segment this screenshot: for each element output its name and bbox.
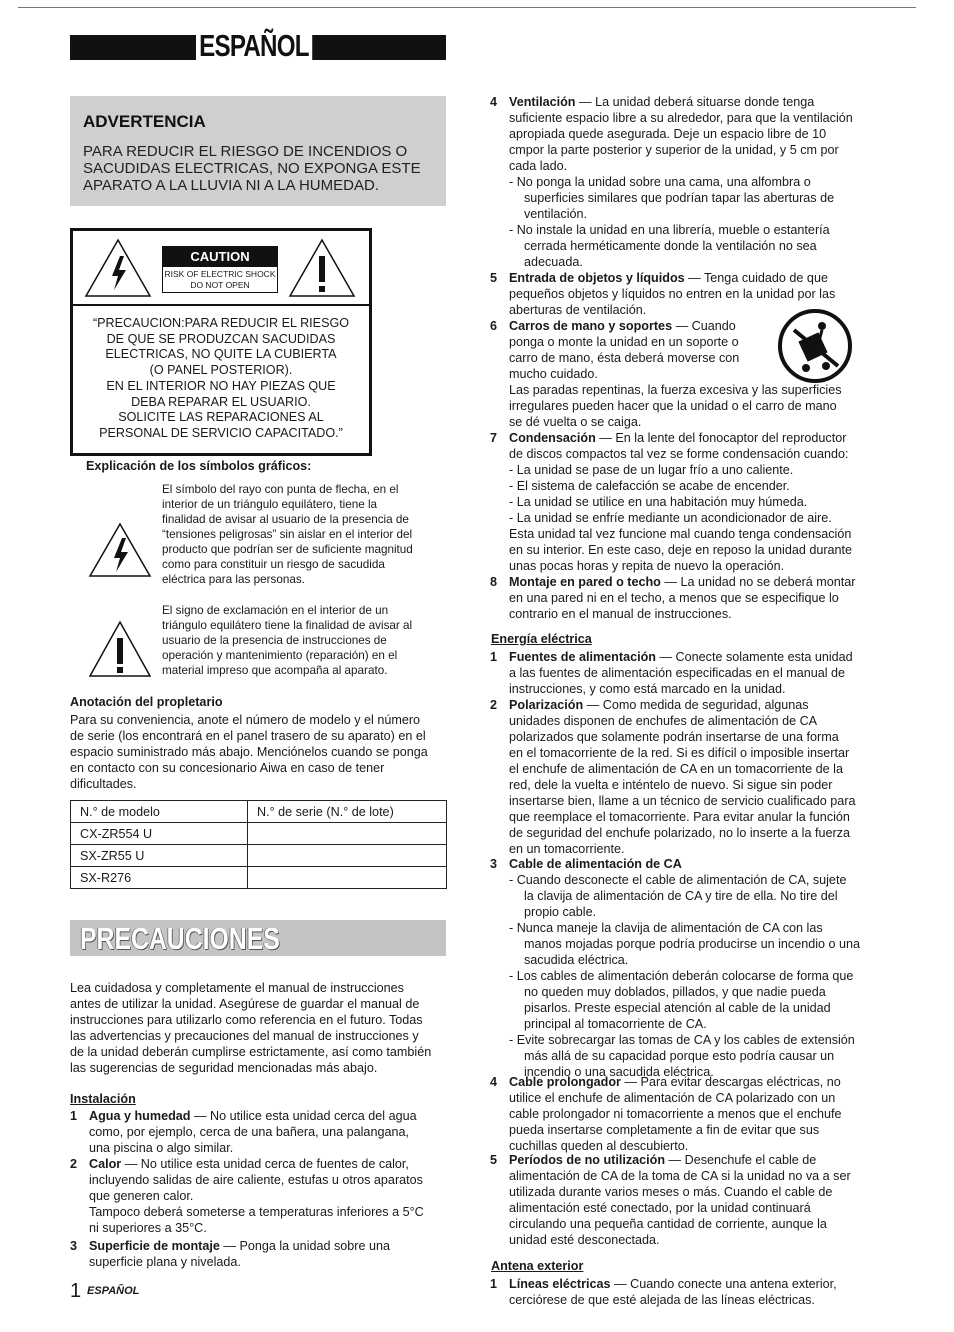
list-item bbox=[490, 574, 870, 622]
text-line: polarizados que solamente podrán insertarse de una forma bbox=[509, 730, 839, 744]
text-line: material impreso que acompaña al aparato. bbox=[162, 664, 388, 677]
text-line: pisarlos. Preste especial atención al cable de la unidad bbox=[517, 1001, 831, 1015]
text-line: Agua y humedad — No utilice esta unidad cerca del agua bbox=[89, 1109, 417, 1123]
text-line: - La unidad se pase de un lugar frío a uno caliente. bbox=[509, 463, 794, 477]
text-line: carro de mano, ésta deberá moverse con bbox=[509, 351, 740, 365]
caution-line: SOLICITE LAS REPARACIONES AL bbox=[118, 410, 324, 425]
text-line: apropiada quede asegurada. Deje un espacio libre de 10 bbox=[509, 127, 827, 141]
serial-cell bbox=[248, 867, 447, 889]
caution-line: PERSONAL DE SERVICIO CAPACITADO.” bbox=[99, 425, 343, 440]
item-number: 1 bbox=[70, 1109, 78, 1123]
text-line: eléctrica para las personas. bbox=[162, 573, 305, 586]
caution-sub-line: RISK OF ELECTRIC SHOCK bbox=[164, 269, 276, 279]
text-line: de serie (los encontrará en el panel trasero de su aparato) en el bbox=[70, 729, 426, 743]
exclamation-triangle-icon bbox=[88, 620, 152, 678]
text-line: - La unidad se enfríe mediante un acondicionador de aire. bbox=[509, 511, 832, 525]
warning-text bbox=[83, 143, 439, 194]
text-line: en contacto con su concesionario Aiwa en caso de tener bbox=[70, 761, 385, 775]
text-line: cerrada herméticamente donde la ventilación no sea bbox=[517, 239, 817, 253]
precautions-title: PRECAUCIONES bbox=[80, 921, 280, 956]
text-line: instrucciones para utilizarlo como referencia en el futuro. Todas bbox=[70, 1013, 423, 1027]
cart-warning-icon bbox=[776, 308, 854, 384]
page-number: 1 bbox=[70, 1280, 82, 1302]
text-line: a las fuentes de alimentación especificadas en el manual de bbox=[509, 666, 846, 680]
text-line: cuchillas queden al descubierto. bbox=[509, 1139, 689, 1153]
table-cell: CX-ZR554 U bbox=[71, 823, 248, 845]
text-line: en su interior. En este caso, deje en reposo la unidad durante bbox=[509, 543, 853, 557]
table-cell: SX-ZR55 U bbox=[71, 845, 248, 867]
caution-label-sub bbox=[163, 269, 277, 291]
text-line: unidades disponen de enchufes de alimentación de CA bbox=[509, 714, 818, 728]
top-rule bbox=[18, 7, 916, 8]
text-line: el enchufe de alimentación de CA en un tomacorriente de la bbox=[509, 762, 843, 776]
text-line: Tampoco deberá someterse a temperaturas inferiores a 5°C bbox=[89, 1205, 424, 1219]
text-line: de discos compactos tal vez se forme condensación cuando: bbox=[509, 447, 849, 461]
text-line: alimentación de CA de la toma de CA si la unidad no va a ser bbox=[509, 1169, 851, 1183]
lightning-explanation bbox=[162, 482, 434, 587]
text-line: unidad esté desconectada. bbox=[509, 1233, 660, 1247]
caution-divider bbox=[73, 304, 369, 306]
caution-line: (O PANEL POSTERIOR). bbox=[149, 363, 293, 378]
text-line: Cable de alimentación de CA bbox=[509, 857, 682, 871]
warning-line: PARA REDUCIR EL RIESGO DE INCENDIOS O bbox=[83, 143, 408, 160]
page-title: ESPAÑOL bbox=[196, 27, 312, 65]
item-number: 2 bbox=[490, 698, 498, 712]
text-line: que reemplace el tomacorriente. Para evitar anular la función bbox=[509, 810, 850, 824]
text-line: Superficie de montaje — Ponga la unidad sobre una bbox=[89, 1239, 391, 1253]
text-line: la clavija de alimentación de CA y tire de ella. No tire del bbox=[517, 889, 838, 903]
lightning-triangle-icon bbox=[88, 522, 152, 578]
text-line: Cable prolongador — Para evitar descargas eléctricas, no bbox=[509, 1075, 841, 1089]
text-line: circulando una pequeña cantidad de corriente, aunque la bbox=[509, 1217, 827, 1231]
list-item bbox=[490, 430, 870, 574]
text-line: utilizada durante varios meses o más. Cuando el cable de bbox=[509, 1185, 833, 1199]
caution-label-title: CAUTION bbox=[163, 247, 277, 267]
text-line: Líneas eléctricas — Cuando conecte una antena exterior, bbox=[509, 1277, 837, 1291]
text-line: sacudida eléctrica. bbox=[517, 953, 629, 967]
text-line: pueda insertarse completamente a fin de evitar que sus bbox=[509, 1123, 820, 1137]
item-number: 8 bbox=[490, 575, 498, 589]
text-line: Las paradas repentinas, la fuerza excesiva y las superficies bbox=[509, 383, 842, 397]
text-line: aberturas de ventilación. bbox=[509, 303, 647, 317]
text-line: Para su conveniencia, anote el número de modelo y el número bbox=[70, 713, 421, 727]
text-line: Montaje en pared o techo — La unidad no se deberá montar bbox=[509, 575, 856, 589]
text-line: no queden muy doblados, pillados, y que nadie pueda bbox=[517, 985, 826, 999]
text-line: espacio suministrado más abajo. Menciónelos cuando se ponga bbox=[70, 745, 428, 759]
table-header-cell: N.° de serie (N.° de lote) bbox=[248, 801, 447, 823]
text-line: triángulo equilátero tiene la finalidad de avisar al bbox=[162, 619, 413, 632]
item-number: 5 bbox=[490, 1153, 498, 1167]
warning-line: APARATO A LA LLUVIA NI A LA HUMEDAD. bbox=[83, 177, 379, 194]
text-line: de la unidad deberán cumplirse estrictamente, así como también bbox=[70, 1045, 432, 1059]
text-line: ventilación. bbox=[517, 207, 588, 221]
item-number: 3 bbox=[70, 1239, 78, 1253]
text-line: antes de utilizar la unidad. Asegúrese de guardar el manual de bbox=[70, 997, 420, 1011]
table-row bbox=[71, 801, 447, 823]
text-line: - No ponga la unidad sobre una cama, una alfombra o bbox=[509, 175, 811, 189]
text-line: interior de un triángulo equilátero, tiene la bbox=[162, 498, 378, 511]
warning-title: ADVERTENCIA bbox=[83, 112, 206, 131]
text-line: red, dele la vuelta e inténtelo de nuevo. Si sigue sin poder bbox=[509, 778, 833, 792]
text-line: contrario en el manual de instrucciones. bbox=[509, 607, 732, 621]
text-line: adecuada. bbox=[517, 255, 583, 269]
text-line: ponga o monte la unidad en un soporte o bbox=[509, 335, 739, 349]
text-line: que generen calor. bbox=[89, 1189, 194, 1203]
text-line: las advertencias y precauciones del manual de instrucciones y bbox=[70, 1029, 419, 1043]
text-line: en una pared ni en el techo, a menos que se especifique lo bbox=[509, 591, 839, 605]
text-line: insertarse bien, llame a un técnico de servicio cualificado para bbox=[509, 794, 856, 808]
text-line: operación y mantenimiento (reparación) en el bbox=[162, 649, 398, 662]
text-line: - No instale la unidad en una librería, mueble o estantería bbox=[509, 223, 830, 237]
text-line: - Cuando desconecte el cable de alimentación de CA, sujete bbox=[509, 873, 847, 887]
text-line: Esta unidad tal vez funcione mal cuando tenga condensación bbox=[509, 527, 852, 541]
item-number: 3 bbox=[490, 857, 498, 871]
text-line: Condensación — En la lente del fonocaptor del reproductor bbox=[509, 431, 847, 445]
text-line: alimentación esté conectado, por la unidad continuará bbox=[509, 1201, 811, 1215]
list-item bbox=[490, 856, 870, 1080]
text-line: - La unidad se utilice en una habitación muy húmeda. bbox=[509, 495, 808, 509]
install-heading: Instalación bbox=[70, 1092, 136, 1106]
item-number: 5 bbox=[490, 271, 498, 285]
text-line: de seguridad del enchufe polarizado, no lo inserte a la fuerza bbox=[509, 826, 850, 840]
text-line: propio cable. bbox=[517, 905, 597, 919]
text-line: principal al tomacorriente de CA. bbox=[517, 1017, 707, 1031]
text-line: - Nunca maneje la clavija de alimentación de CA con las bbox=[509, 921, 823, 935]
model-serial-table bbox=[70, 800, 447, 889]
text-line: Calor — No utilice esta unidad cerca de fuentes de calor, bbox=[89, 1157, 409, 1171]
text-line: incluyendo salidas de aire caliente, estufas u otros aparatos bbox=[89, 1173, 423, 1187]
list-item bbox=[490, 1074, 870, 1154]
text-line: se dé vuelta o se caiga. bbox=[509, 415, 642, 429]
item-number: 4 bbox=[490, 1075, 498, 1089]
text-line: instrucciones, y como está marcado en la unidad. bbox=[509, 682, 786, 696]
text-line: más allá de su capacidad porque esto podría causar un bbox=[517, 1049, 835, 1063]
text-line: Fuentes de alimentación — Conecte solamente esta unidad bbox=[509, 650, 853, 664]
item-number: 1 bbox=[490, 1277, 498, 1291]
text-line: una piscina o algo similar. bbox=[89, 1141, 234, 1155]
table-row bbox=[71, 823, 447, 845]
text-line: usuario de la presencia de instrucciones de bbox=[162, 634, 387, 647]
item-number: 7 bbox=[490, 431, 498, 445]
exclamation-explanation bbox=[162, 603, 434, 678]
warning-line: SACUDIDAS ELECTRICAS, NO EXPONGA ESTE bbox=[83, 160, 421, 177]
text-line: El símbolo del rayo con punta de flecha, en el bbox=[162, 483, 399, 496]
caution-sub-line: DO NOT OPEN bbox=[190, 280, 250, 290]
footer-label: ESPAÑOL bbox=[87, 1285, 140, 1297]
list-item bbox=[70, 1108, 450, 1156]
text-line: utilice el enchufe de alimentación de CA polarizado con un bbox=[509, 1091, 836, 1105]
list-item bbox=[70, 1156, 450, 1236]
item-number: 2 bbox=[70, 1157, 78, 1171]
text-line: dificultades. bbox=[70, 777, 137, 791]
text-line: cable prolongador ni tomacorriente a menos que el enchufe bbox=[509, 1107, 842, 1121]
text-line: Períodos de no utilización — Desenchufe el cable de bbox=[509, 1153, 817, 1167]
text-line: ni superiores a 35°C. bbox=[89, 1221, 207, 1235]
text-line: en un tomacorriente. bbox=[509, 842, 625, 856]
precautions-intro bbox=[70, 980, 448, 1076]
text-line: unas pocas horas y repita de nuevo la operación. bbox=[509, 559, 785, 573]
text-line: suficiente espacio libre a su alrededor, para que la ventilación bbox=[509, 111, 853, 125]
list-item bbox=[70, 1238, 450, 1270]
text-line: en el tomacorriente de la red. Si es difícil o imposible insertar bbox=[509, 746, 850, 760]
text-line: como, por ejemplo, cerca de una bañera, una palangana, bbox=[89, 1125, 409, 1139]
lightning-triangle-icon bbox=[84, 238, 152, 298]
symbols-heading: Explicación de los símbolos gráficos: bbox=[86, 459, 312, 473]
text-line: como para constituir un riesgo de sacudida bbox=[162, 558, 385, 571]
text-line: irregulares pueden hacer que la unidad o el carro de mano bbox=[509, 399, 837, 413]
list-item bbox=[490, 649, 870, 697]
text-line: Carros de mano y soportes — Cuando bbox=[509, 319, 736, 333]
list-item bbox=[490, 94, 870, 270]
text-line: pequeños objetos y líquidos no entren en la unidad por las bbox=[509, 287, 836, 301]
text-line: superficies similares que podrían tapar las aberturas de bbox=[517, 191, 835, 205]
table-row bbox=[71, 845, 447, 867]
item-number: 6 bbox=[490, 319, 498, 333]
text-line: - Los cables de alimentación deberán colocarse de forma que bbox=[509, 969, 854, 983]
install-list bbox=[70, 1108, 450, 1278]
item-number: 4 bbox=[490, 95, 498, 109]
text-line: manos mojadas porque podría producirse un incendio o una bbox=[517, 937, 861, 951]
text-line: - Evite sobrecargar las tomas de CA y los cables de extensión bbox=[509, 1033, 855, 1047]
text-line: superficie plana y nivelada. bbox=[89, 1255, 241, 1269]
list-item bbox=[490, 1276, 870, 1308]
text-line: Entrada de objetos y líquidos — Tenga cuidado de que bbox=[509, 271, 828, 285]
exclamation-triangle-icon bbox=[288, 238, 356, 298]
caution-line: ELECTRICAS, NO QUITE LA CUBIERTA bbox=[105, 347, 337, 362]
caution-line: “PRECAUCION:PARA REDUCIR EL RIESGO bbox=[92, 316, 350, 330]
text-line: Ventilación — La unidad deberá situarse donde tenga bbox=[509, 95, 815, 109]
text-line: mucho cuidado. bbox=[509, 367, 598, 381]
serial-cell bbox=[248, 845, 447, 867]
owner-heading: Anotación del propletario bbox=[70, 695, 223, 709]
text-line: producto que podrían ser de suficiente magnitud bbox=[162, 543, 413, 556]
list-item bbox=[490, 1152, 870, 1248]
owner-text bbox=[70, 712, 448, 792]
caution-text bbox=[78, 316, 364, 442]
item-number: 1 bbox=[490, 650, 498, 664]
text-line: cada lado. bbox=[509, 159, 568, 173]
text-line: cerciórese de que esté alejada de las líneas eléctricas. bbox=[509, 1293, 815, 1307]
text-line: finalidad de avisar al usuario de la presencia de bbox=[162, 513, 409, 526]
antenna-heading: Antena exterior bbox=[491, 1259, 584, 1273]
caution-line: DEBA REPARAR EL USUARIO. bbox=[131, 394, 311, 409]
caution-line: DE QUE SE PRODUZCAN SACUDIDAS bbox=[106, 331, 336, 346]
power-heading: Energía eléctrica bbox=[491, 632, 592, 646]
serial-cell bbox=[248, 823, 447, 845]
text-line: las sugerencias de seguridad mencionadas más abajo. bbox=[70, 1061, 378, 1075]
table-header-cell: N.° de modelo bbox=[71, 801, 248, 823]
table-cell: SX-R276 bbox=[71, 867, 248, 889]
text-line: cmpor la parte posterior y superior de la unidad, y 5 cm por bbox=[509, 143, 839, 157]
text-line: El signo de exclamación en el interior de un bbox=[162, 604, 389, 617]
text-line: Polarización — Como medida de seguridad, algunas bbox=[509, 698, 809, 712]
text-line: Lea cuidadosa y completamente el manual de instrucciones bbox=[70, 981, 404, 995]
text-line: incendio o una sacudida eléctrica. bbox=[517, 1065, 714, 1079]
text-line: - El sistema de calefacción se acabe de encender. bbox=[509, 479, 790, 493]
text-line: “tensiones peligrosas” sin aislar en el interior del bbox=[162, 528, 413, 541]
caution-line: EN EL INTERIOR NO HAY PIEZAS QUE bbox=[106, 378, 336, 393]
table-row bbox=[71, 867, 447, 889]
list-item bbox=[490, 697, 870, 857]
